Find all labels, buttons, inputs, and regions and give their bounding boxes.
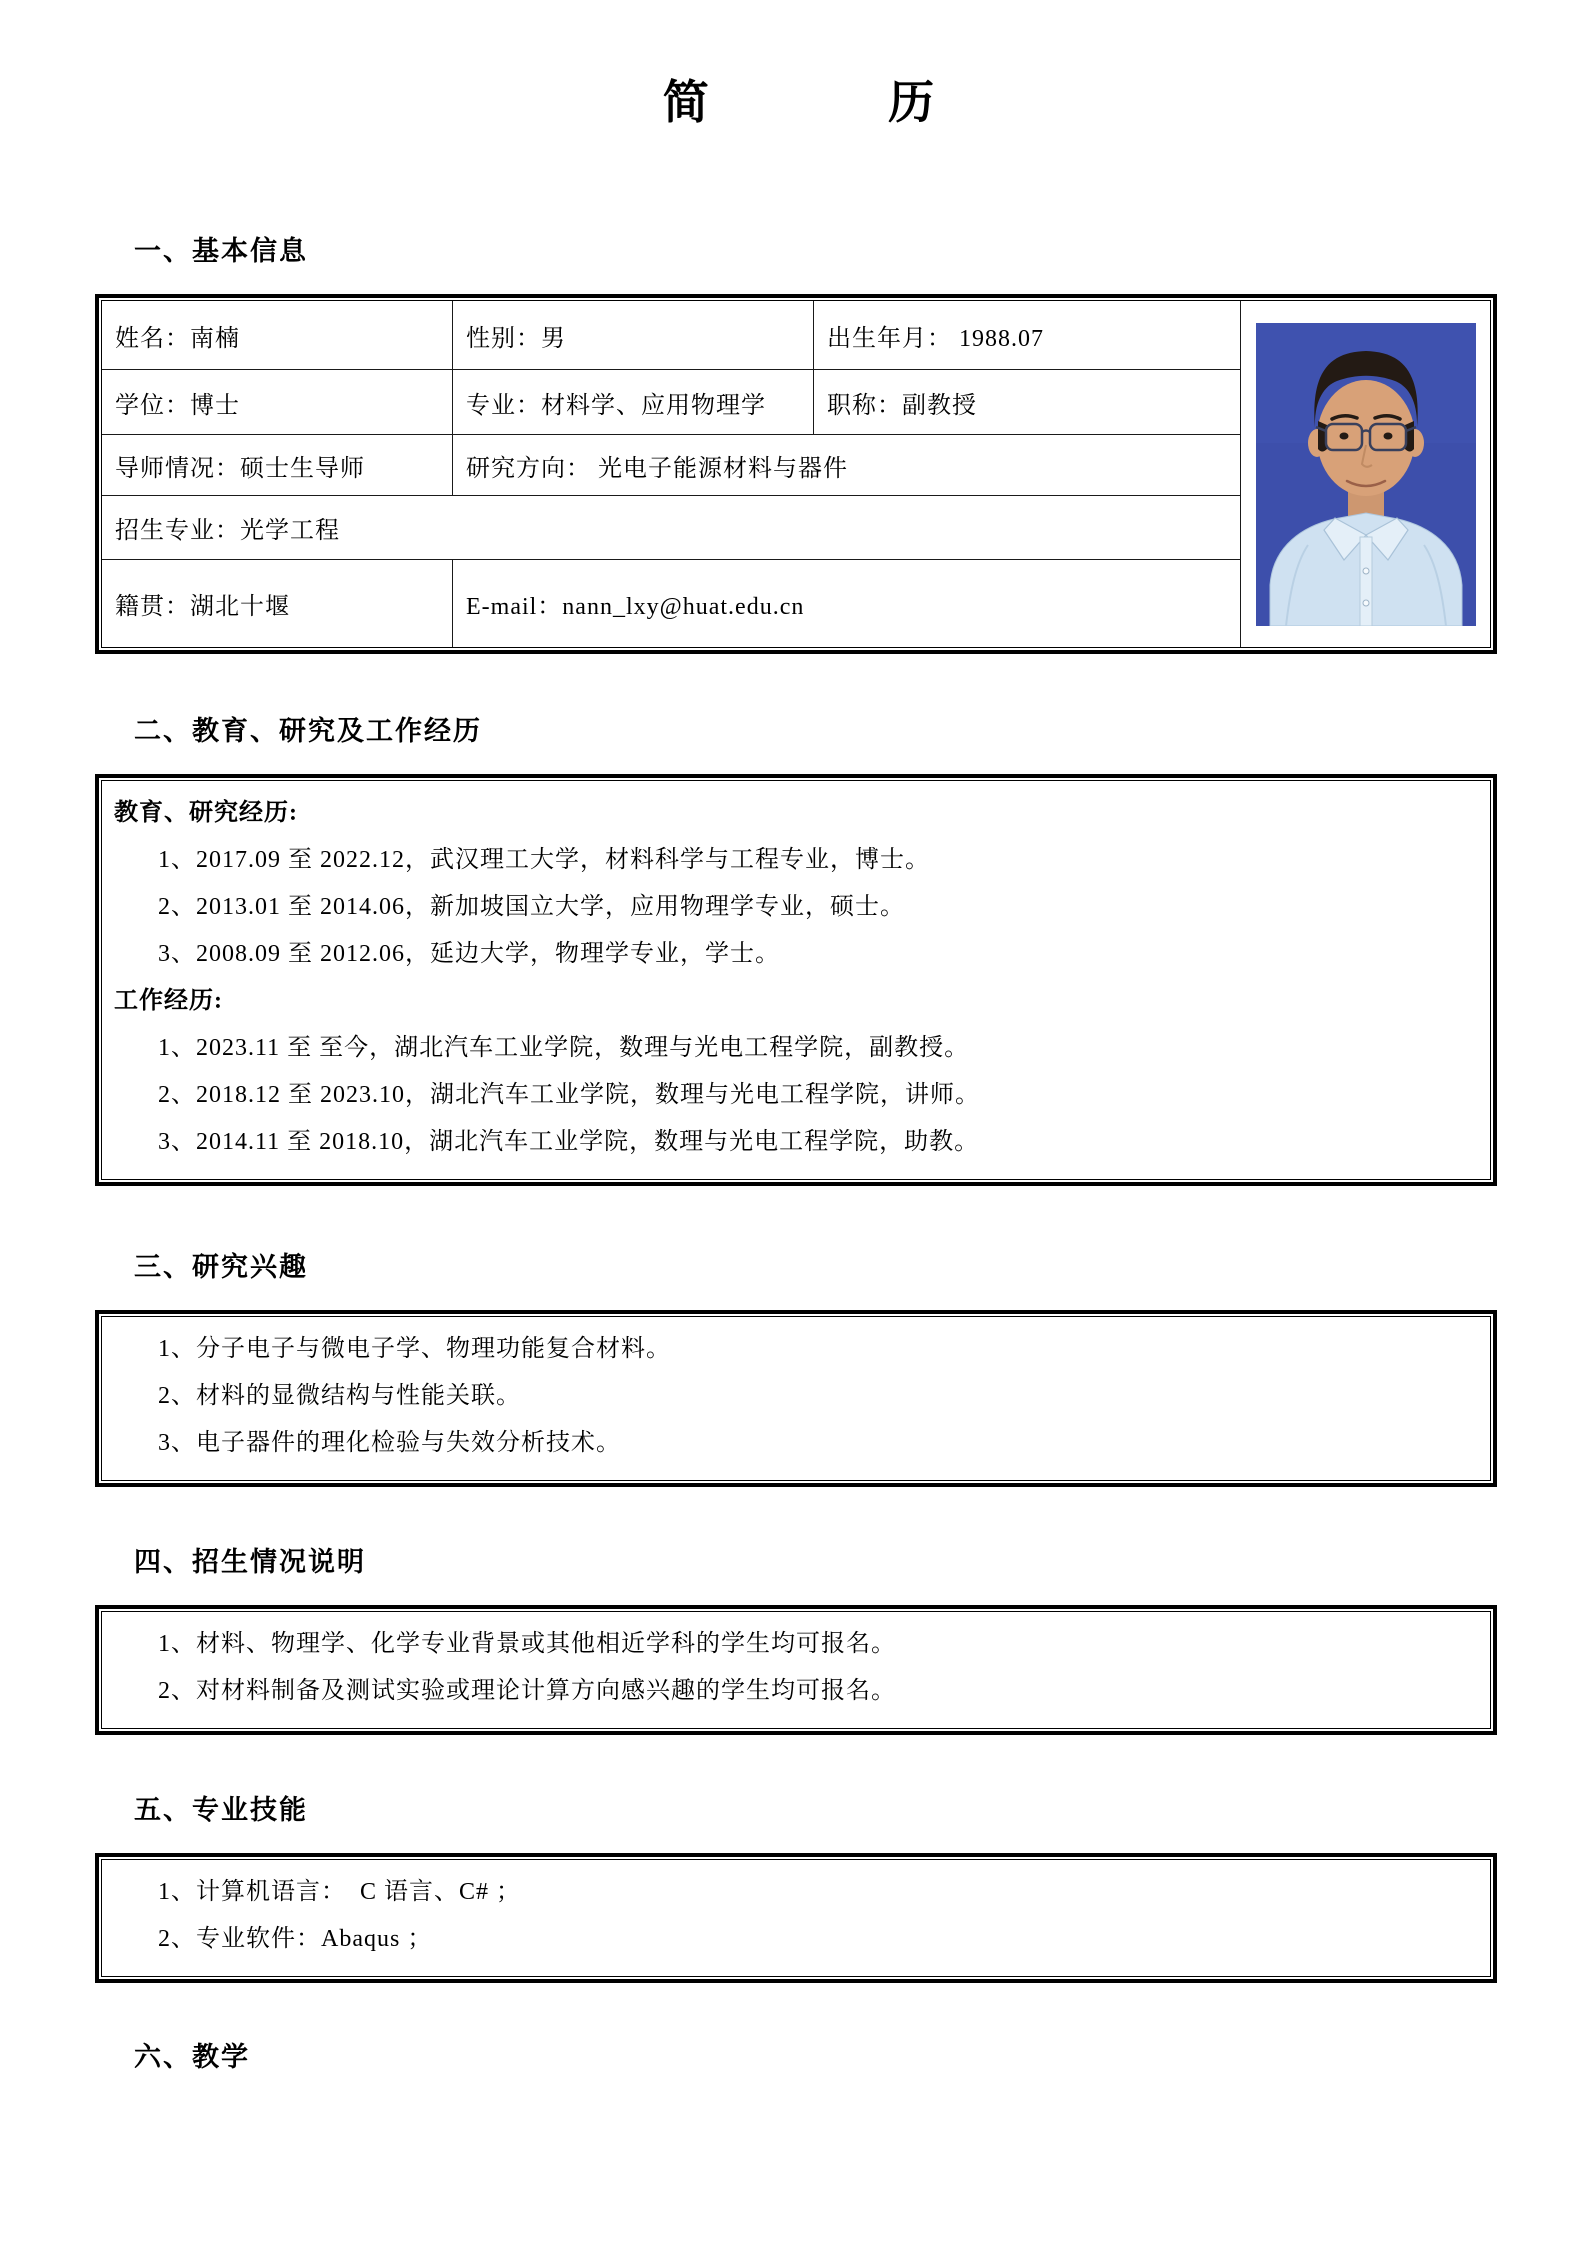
section-heading-experience: 二、教育、研究及工作经历 bbox=[134, 716, 482, 746]
work-item: 1、2023.11 至 至今，湖北汽车工业学院，数理与光电工程学院，副教授。 bbox=[158, 1035, 970, 1061]
cell-name: 姓名：南楠 bbox=[102, 301, 453, 369]
cell-gender: 性别：男 bbox=[453, 301, 814, 369]
cell-research-direction: 研究方向： 光电子能源材料与器件 bbox=[466, 455, 848, 482]
basic-info-table bbox=[102, 301, 1240, 647]
cell-major: 专业：材料学、应用物理学 bbox=[453, 370, 814, 434]
education-item: 1、2017.09 至 2022.12，武汉理工大学，材料科学与工程专业，博士。 bbox=[158, 847, 930, 873]
page-title: 简历 bbox=[662, 77, 1114, 128]
cell-hometown: 籍贯：湖北十堰 bbox=[102, 560, 453, 647]
interest-item: 1、分子电子与微电子学、物理功能复合材料。 bbox=[158, 1336, 671, 1362]
table-row bbox=[102, 560, 1240, 647]
section-heading-skills: 五、专业技能 bbox=[134, 1795, 308, 1825]
table-row bbox=[102, 370, 1240, 435]
skill-item: 2、专业软件：Abaqus ； bbox=[158, 1926, 433, 1952]
cell-rank: 职称：副教授 bbox=[827, 392, 977, 419]
work-item: 3、2014.11 至 2018.10，湖北汽车工业学院，数理与光电工程学院，助教。 bbox=[158, 1129, 980, 1155]
section-heading-basic-info: 一、基本信息 bbox=[134, 236, 308, 266]
interest-item: 2、材料的显微结构与性能关联。 bbox=[158, 1383, 521, 1409]
cell-email: E-mail：nann_lxy@huat.edu.cn bbox=[466, 594, 805, 620]
work-label: 工作经历: bbox=[114, 988, 223, 1014]
section-heading-enrollment: 四、招生情况说明 bbox=[134, 1547, 366, 1577]
education-item: 3、2008.09 至 2012.06，延边大学，物理学专业，学士。 bbox=[158, 941, 780, 967]
enrollment-item: 2、对材料制备及测试实验或理论计算方向感兴趣的学生均可报名。 bbox=[158, 1678, 896, 1704]
portrait-photo bbox=[1256, 323, 1476, 626]
basic-info-box bbox=[95, 294, 1497, 654]
cell-enroll-major: 招生专业：光学工程 bbox=[115, 518, 340, 544]
cell-supervisor-status: 导师情况：硕士生导师 bbox=[102, 435, 453, 495]
table-row bbox=[102, 301, 1240, 370]
skill-item: 1、计算机语言： C 语言、C# ； bbox=[158, 1879, 522, 1905]
education-item: 2、2013.01 至 2014.06，新加坡国立大学，应用物理学专业，硕士。 bbox=[158, 894, 905, 920]
work-item: 2、2018.12 至 2023.10，湖北汽车工业学院，数理与光电工程学院，讲师。 bbox=[158, 1082, 980, 1108]
skills-box bbox=[95, 1853, 1497, 1983]
table-row bbox=[102, 496, 1240, 560]
experience-box bbox=[95, 774, 1497, 1186]
interest-item: 3、电子器件的理化检验与失效分析技术。 bbox=[158, 1430, 621, 1456]
enrollment-box bbox=[95, 1605, 1497, 1735]
section-heading-interests: 三、研究兴趣 bbox=[134, 1252, 308, 1282]
cell-birth-date: 出生年月： 1988.07 bbox=[827, 325, 1044, 352]
interests-box bbox=[95, 1310, 1497, 1487]
enrollment-item: 1、材料、物理学、化学专业背景或其他相近学科的学生均可报名。 bbox=[158, 1631, 896, 1657]
education-label: 教育、研究经历: bbox=[114, 800, 298, 826]
table-row bbox=[102, 435, 1240, 496]
section-heading-teaching: 六、教学 bbox=[134, 2042, 250, 2072]
photo-cell bbox=[1240, 301, 1490, 647]
cell-degree: 学位：博士 bbox=[102, 370, 453, 434]
